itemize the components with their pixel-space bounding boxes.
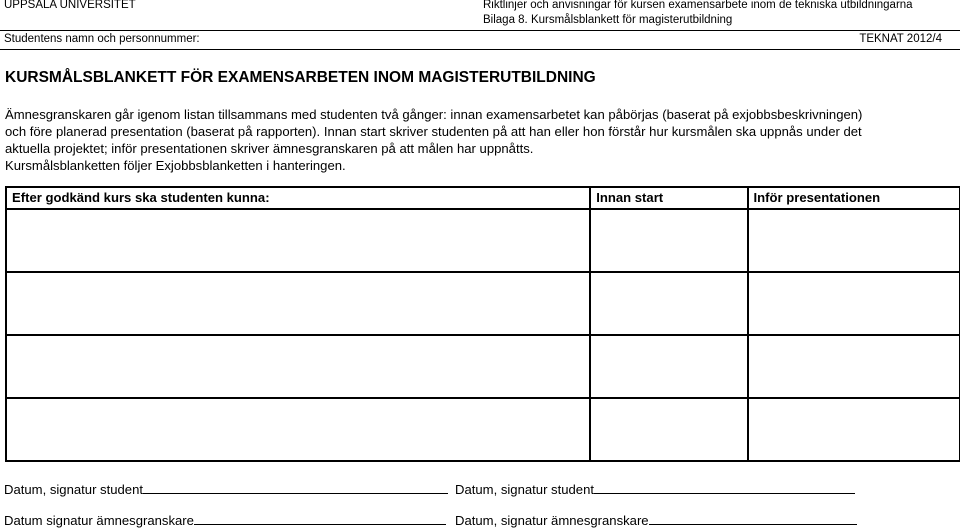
reviewer-signature-line[interactable] [194,513,446,525]
table-row [6,272,960,335]
university-name: UPPSALA UNIVERSITET [4,0,136,11]
before-start-cell[interactable] [590,272,747,335]
intro-line: aktuella projektet; inför presentationen skriver ämnesgranskaren på att målen har uppnåtts. [5,141,534,156]
table-row [6,335,960,398]
before-presentation-cell[interactable] [748,209,960,272]
intro-line: Kursmålsblanketten följer Exjobbsblanketten i hanteringen. [5,158,346,173]
header-goals: Efter godkänd kurs ska studenten kunna: [6,187,590,209]
student-signature-label: Datum, signatur student [455,482,595,497]
goal-cell[interactable] [6,272,590,335]
intro-line: och före planerad presentation (baserat på rapporten). Innan start skriver studenten på att han eller hon förstår hur kursmålen ska uppnås under det [5,124,862,139]
goal-cell[interactable] [6,398,590,461]
before-start-cell[interactable] [590,335,747,398]
reviewer-signature-left [4,513,446,528]
student-name-field-label: Studentens namn och personnummer: [4,33,200,45]
appendix-label: Bilaga 8. Kursmålsblankett för magisterutbildning [483,14,733,26]
reviewer-signature-right [455,513,857,528]
intro-line: Ämnesgranskaren går igenom listan tillsammans med studenten två gånger: innan examensarbetet kan påbörjas (baserat på exjobbsbeskrivningen) [5,107,863,122]
student-signature-label: Datum, signatur student [4,482,144,497]
student-signature-line[interactable] [594,482,855,494]
header-divider-top [0,30,960,31]
intro-text [5,106,950,174]
header-before-presentation: Inför presentationen [748,187,960,209]
reviewer-signature-label: Datum, signatur ämnesgranskare [455,513,649,528]
header-divider-bottom [0,49,960,50]
before-presentation-cell[interactable] [748,335,960,398]
before-presentation-cell[interactable] [748,272,960,335]
before-start-cell[interactable] [590,398,747,461]
before-presentation-cell[interactable] [748,398,960,461]
course-goals-table [5,186,960,462]
header-before-start: Innan start [590,187,747,209]
student-signature-right [455,482,855,497]
table-header-row [6,187,960,209]
before-start-cell[interactable] [590,209,747,272]
student-signature-left [4,482,448,497]
goal-cell[interactable] [6,209,590,272]
student-signature-line[interactable] [143,482,448,494]
table-row [6,209,960,272]
reviewer-signature-line[interactable] [649,513,857,525]
goal-cell[interactable] [6,335,590,398]
reviewer-signature-label: Datum signatur ämnesgranskare [4,513,194,528]
form-title: KURSMÅLSBLANKETT FÖR EXAMENSARBETEN INOM MAGISTERUTBILDNING [5,69,596,86]
document-title: Riktlinjer och anvisningar för kursen examensarbete inom de tekniska utbildningarna [483,0,913,11]
table-row [6,398,960,461]
document-code: TEKNAT 2012/4 [859,33,942,45]
